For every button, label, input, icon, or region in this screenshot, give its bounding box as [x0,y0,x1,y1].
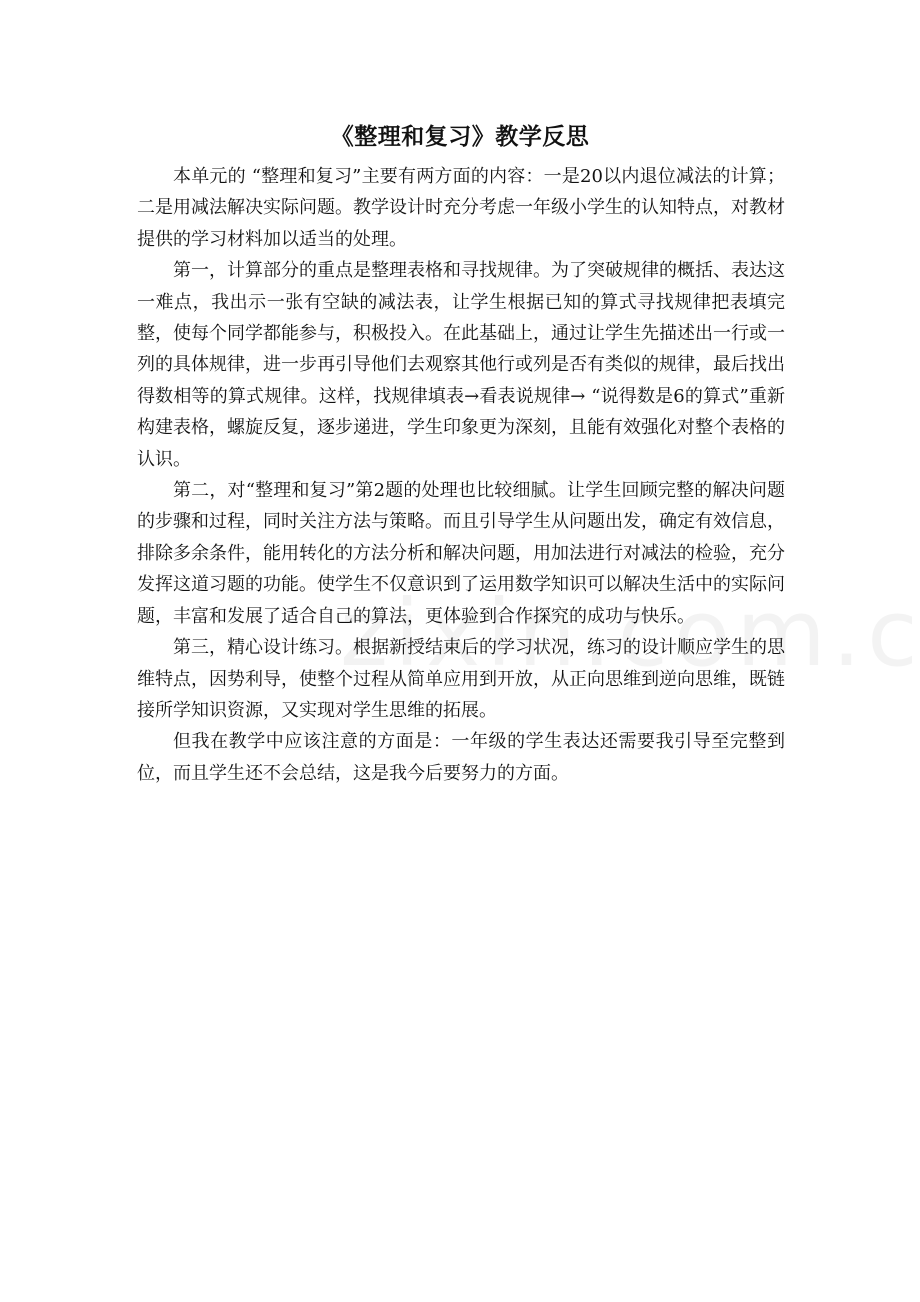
document-body [137,161,785,789]
paragraph-third-point: 第三，精心设计练习。根据新授结束后的学习状况，练习的设计顺应学生的思维特点，因势利导，使整个过程从简单应用到开放，从正向思维到逆向思维，既链接所学知识资源，又实现对学生思维的拓展。 [137,637,785,721]
document-title: 《整理和复习》教学反思 [330,123,590,150]
paragraph-conclusion: 但我在教学中应该注意的方面是：一年级的学生表达还需要我引导至完整到位，而且学生还不会总结，这是我今后要努力的方面。 [137,731,785,784]
paragraph-second-point: 第二，对“整理和复习”第2题的处理也比较细腻。让学生回顾完整的解决问题的步骤和过程，同时关注方法与策略。而且引导学生从问题出发，确定有效信息，排除多余条件，能用转化的方法分析和解决问题，用加法进行对减法的检验，充分发挥这道习题的功能。使学生不仅意识到了运用数学知识可以解决生活中的实际问题，丰富和发展了适合自己的算法，更体验到合作探究的成功与快乐。 [137,480,785,627]
paragraph-intro: 本单元的 “整理和复习”主要有两方面的内容：一是20以内退位减法的计算；二是用减法解决实际问题。教学设计时充分考虑一年级小学生的认知特点，对教材提供的学习材料加以适当的处理。 [137,166,785,250]
paragraph-first-point: 第一，计算部分的重点是整理表格和寻找规律。为了突破规律的概括、表达这一难点，我出示一张有空缺的减法表，让学生根据已知的算式寻找规律把表填完整，使每个同学都能参与，积极投入。在此基础上，通过让学生先描述出一行或一列的具体规律，进一步再引导他们去观察其他行或列是否有类似的规律，最后找出得数相等的算式规律。这样，找规律填表→看表说规律→ “说得数是6的算式”重新构建表格，螺旋反复，逐步递进，学生印象更为深刻，且能有效强化对整个表格的认识。 [137,260,785,470]
